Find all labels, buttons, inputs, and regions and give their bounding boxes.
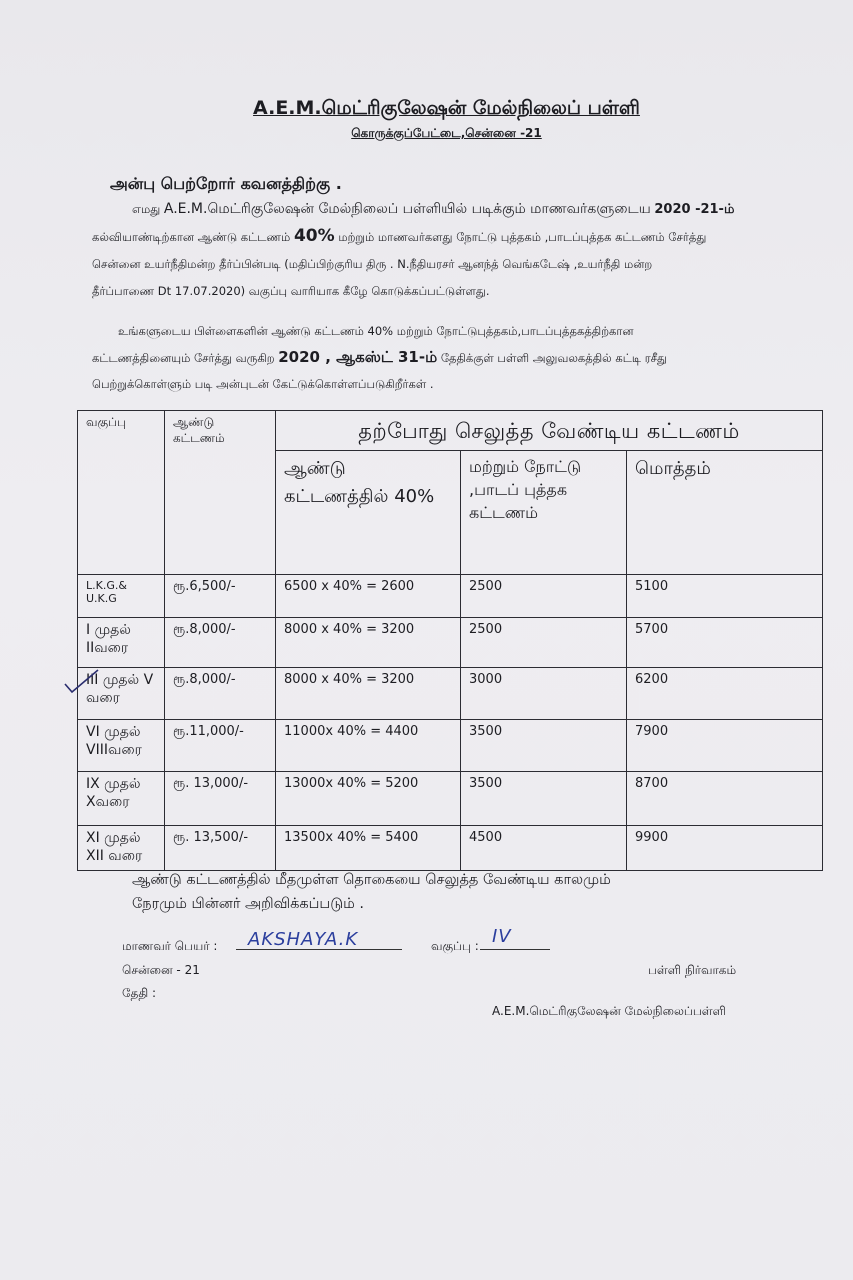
row-total: 5700 xyxy=(627,618,823,668)
request-due-date: 2020 , ஆகஸ்ட் 31-ம் xyxy=(278,348,438,366)
row-fee: ரூ. 13,500/- xyxy=(165,826,276,871)
row-books: 2500 xyxy=(461,618,627,668)
row-fee: ரூ. 13,000/- xyxy=(165,772,276,826)
class-label: வகுப்பு : xyxy=(431,939,479,953)
request-line1: உங்களுடைய பிள்ளைகளின் ஆண்டு கட்டணம் 40% மற்றும் நோட்டுபுத்தகம்,பாடப்புத்தகத்திற்கான xyxy=(118,324,634,338)
table-row xyxy=(78,668,823,720)
row-books: 3500 xyxy=(461,772,627,826)
row-total: 9900 xyxy=(627,826,823,871)
management-label: பள்ளி நிர்வாகம் xyxy=(648,963,737,977)
row-fee: ரூ.8,000/- xyxy=(165,668,276,720)
row-calc: 13000x 40% = 5200 xyxy=(276,772,461,826)
col-header-40pct: ஆண்டு கட்டணத்தில் 40% xyxy=(276,451,461,575)
col-header-class: வகுப்பு xyxy=(78,411,165,575)
row-class: L.K.G.& U.K.G xyxy=(78,575,165,618)
intro-paragraph xyxy=(92,196,822,305)
col-header-annual-fee: ஆண்டு கட்டணம் xyxy=(165,411,276,575)
row-total: 6200 xyxy=(627,668,823,720)
row-total: 8700 xyxy=(627,772,823,826)
row-books: 4500 xyxy=(461,826,627,871)
table-row xyxy=(78,720,823,772)
school-signature: A.E.M.மெட்ரிகுலேஷன் மேல்நிலைப்பள்ளி xyxy=(492,1004,726,1018)
col-header-payable-now: தற்போது செலுத்த வேண்டிய கட்டணம் xyxy=(276,411,823,451)
intro-school: A.E.M.மெட்ரிகுலேஷன் மேல்நிலைப் பள்ளியில் படிக்கும் மாணவர்களுடைய xyxy=(163,201,651,217)
check-mark-icon xyxy=(62,668,102,696)
row-fee: ரூ.11,000/- xyxy=(165,720,276,772)
col-header-total: மொத்தம் xyxy=(627,451,823,575)
request-line2-post: தேதிக்குள் பள்ளி அலுவலகத்தில் கட்டி ரசீது xyxy=(440,351,667,365)
request-line3: பெற்றுக்கொள்ளும் படி அன்புடன் கேட்டுக்கொள்ளப்படுகிறீர்கள் . xyxy=(92,377,434,391)
intro-line2-post: மற்றும் மாணவர்களது நோட்டு புத்தகம் ,பாடப்புத்தக கட்டணம் சேர்த்து xyxy=(338,230,707,244)
class-value: IV xyxy=(492,926,512,947)
table-row xyxy=(78,772,823,826)
student-name-value: AKSHAYA.K xyxy=(248,929,359,950)
row-calc: 8000 x 40% = 3200 xyxy=(276,618,461,668)
row-class: IX முதல் Xவரை xyxy=(78,772,165,826)
intro-percent: 40% xyxy=(293,226,335,246)
student-name-underline xyxy=(236,949,402,950)
row-class: I முதல் IIவரை xyxy=(78,618,165,668)
row-books: 2500 xyxy=(461,575,627,618)
intro-line3: சென்னை உயர்நீதிமன்ற தீர்ப்பின்படி (மதிப்பிற்குரிய திரு . N.நீதியரசர் ஆனந்த் வெங்கடேஷ் ,உயர்நீதி மன்ற xyxy=(92,257,653,271)
row-class: VI முதல் VIIIவரை xyxy=(78,720,165,772)
row-books: 3500 xyxy=(461,720,627,772)
table-row xyxy=(78,826,823,871)
student-name-label: மாணவர் பெயர் : xyxy=(122,939,218,953)
intro-line4: தீர்ப்பாணை Dt 17.07.2020) வகுப்பு வாரியாக கீழே கொடுக்கப்பட்டுள்ளது. xyxy=(92,284,490,298)
row-fee: ரூ.6,500/- xyxy=(165,575,276,618)
intro-year: 2020 -21-ம் xyxy=(654,202,735,217)
intro-our: எமது xyxy=(132,202,161,216)
table-row xyxy=(78,575,823,618)
table-row xyxy=(78,618,823,668)
row-fee: ரூ.8,000/- xyxy=(165,618,276,668)
note-line1: ஆண்டு கட்டணத்தில் மீதமுள்ள தொகையை செலுத்த வேண்டிய காலமும் xyxy=(132,872,611,888)
row-calc: 8000 x 40% = 3200 xyxy=(276,668,461,720)
class-underline xyxy=(480,949,550,950)
request-line2-pre: கட்டணத்தினையும் சேர்த்து வருகிற xyxy=(92,351,275,365)
row-total: 5100 xyxy=(627,575,823,618)
school-address: கொருக்குப்பேட்டை,சென்னை -21 xyxy=(351,126,542,140)
payment-note xyxy=(132,868,611,916)
row-class: III முதல் V வரை xyxy=(78,668,165,720)
greeting: அன்பு பெற்றோர் கவனத்திற்கு . xyxy=(110,174,342,193)
intro-line2-pre: கல்வியாண்டிற்கான ஆண்டு கட்டணம் xyxy=(92,230,291,244)
col-header-books: மற்றும் நோட்டு ,பாடப் புத்தக கட்டணம் xyxy=(461,451,627,575)
date-label: தேதி : xyxy=(122,986,157,1000)
row-class: XI முதல் XII வரை xyxy=(78,826,165,871)
row-total: 7900 xyxy=(627,720,823,772)
request-paragraph xyxy=(92,318,822,397)
city-label: சென்னை - 21 xyxy=(122,963,200,977)
row-calc: 13500x 40% = 5400 xyxy=(276,826,461,871)
row-books: 3000 xyxy=(461,668,627,720)
school-title: A.E.M.மெட்ரிகுலேஷன் மேல்நிலைப் பள்ளி xyxy=(253,97,640,119)
note-line2: நேரமும் பின்னர் அறிவிக்கப்படும் . xyxy=(132,896,365,912)
row-calc: 11000x 40% = 4400 xyxy=(276,720,461,772)
row-calc: 6500 x 40% = 2600 xyxy=(276,575,461,618)
fee-table xyxy=(77,410,823,871)
